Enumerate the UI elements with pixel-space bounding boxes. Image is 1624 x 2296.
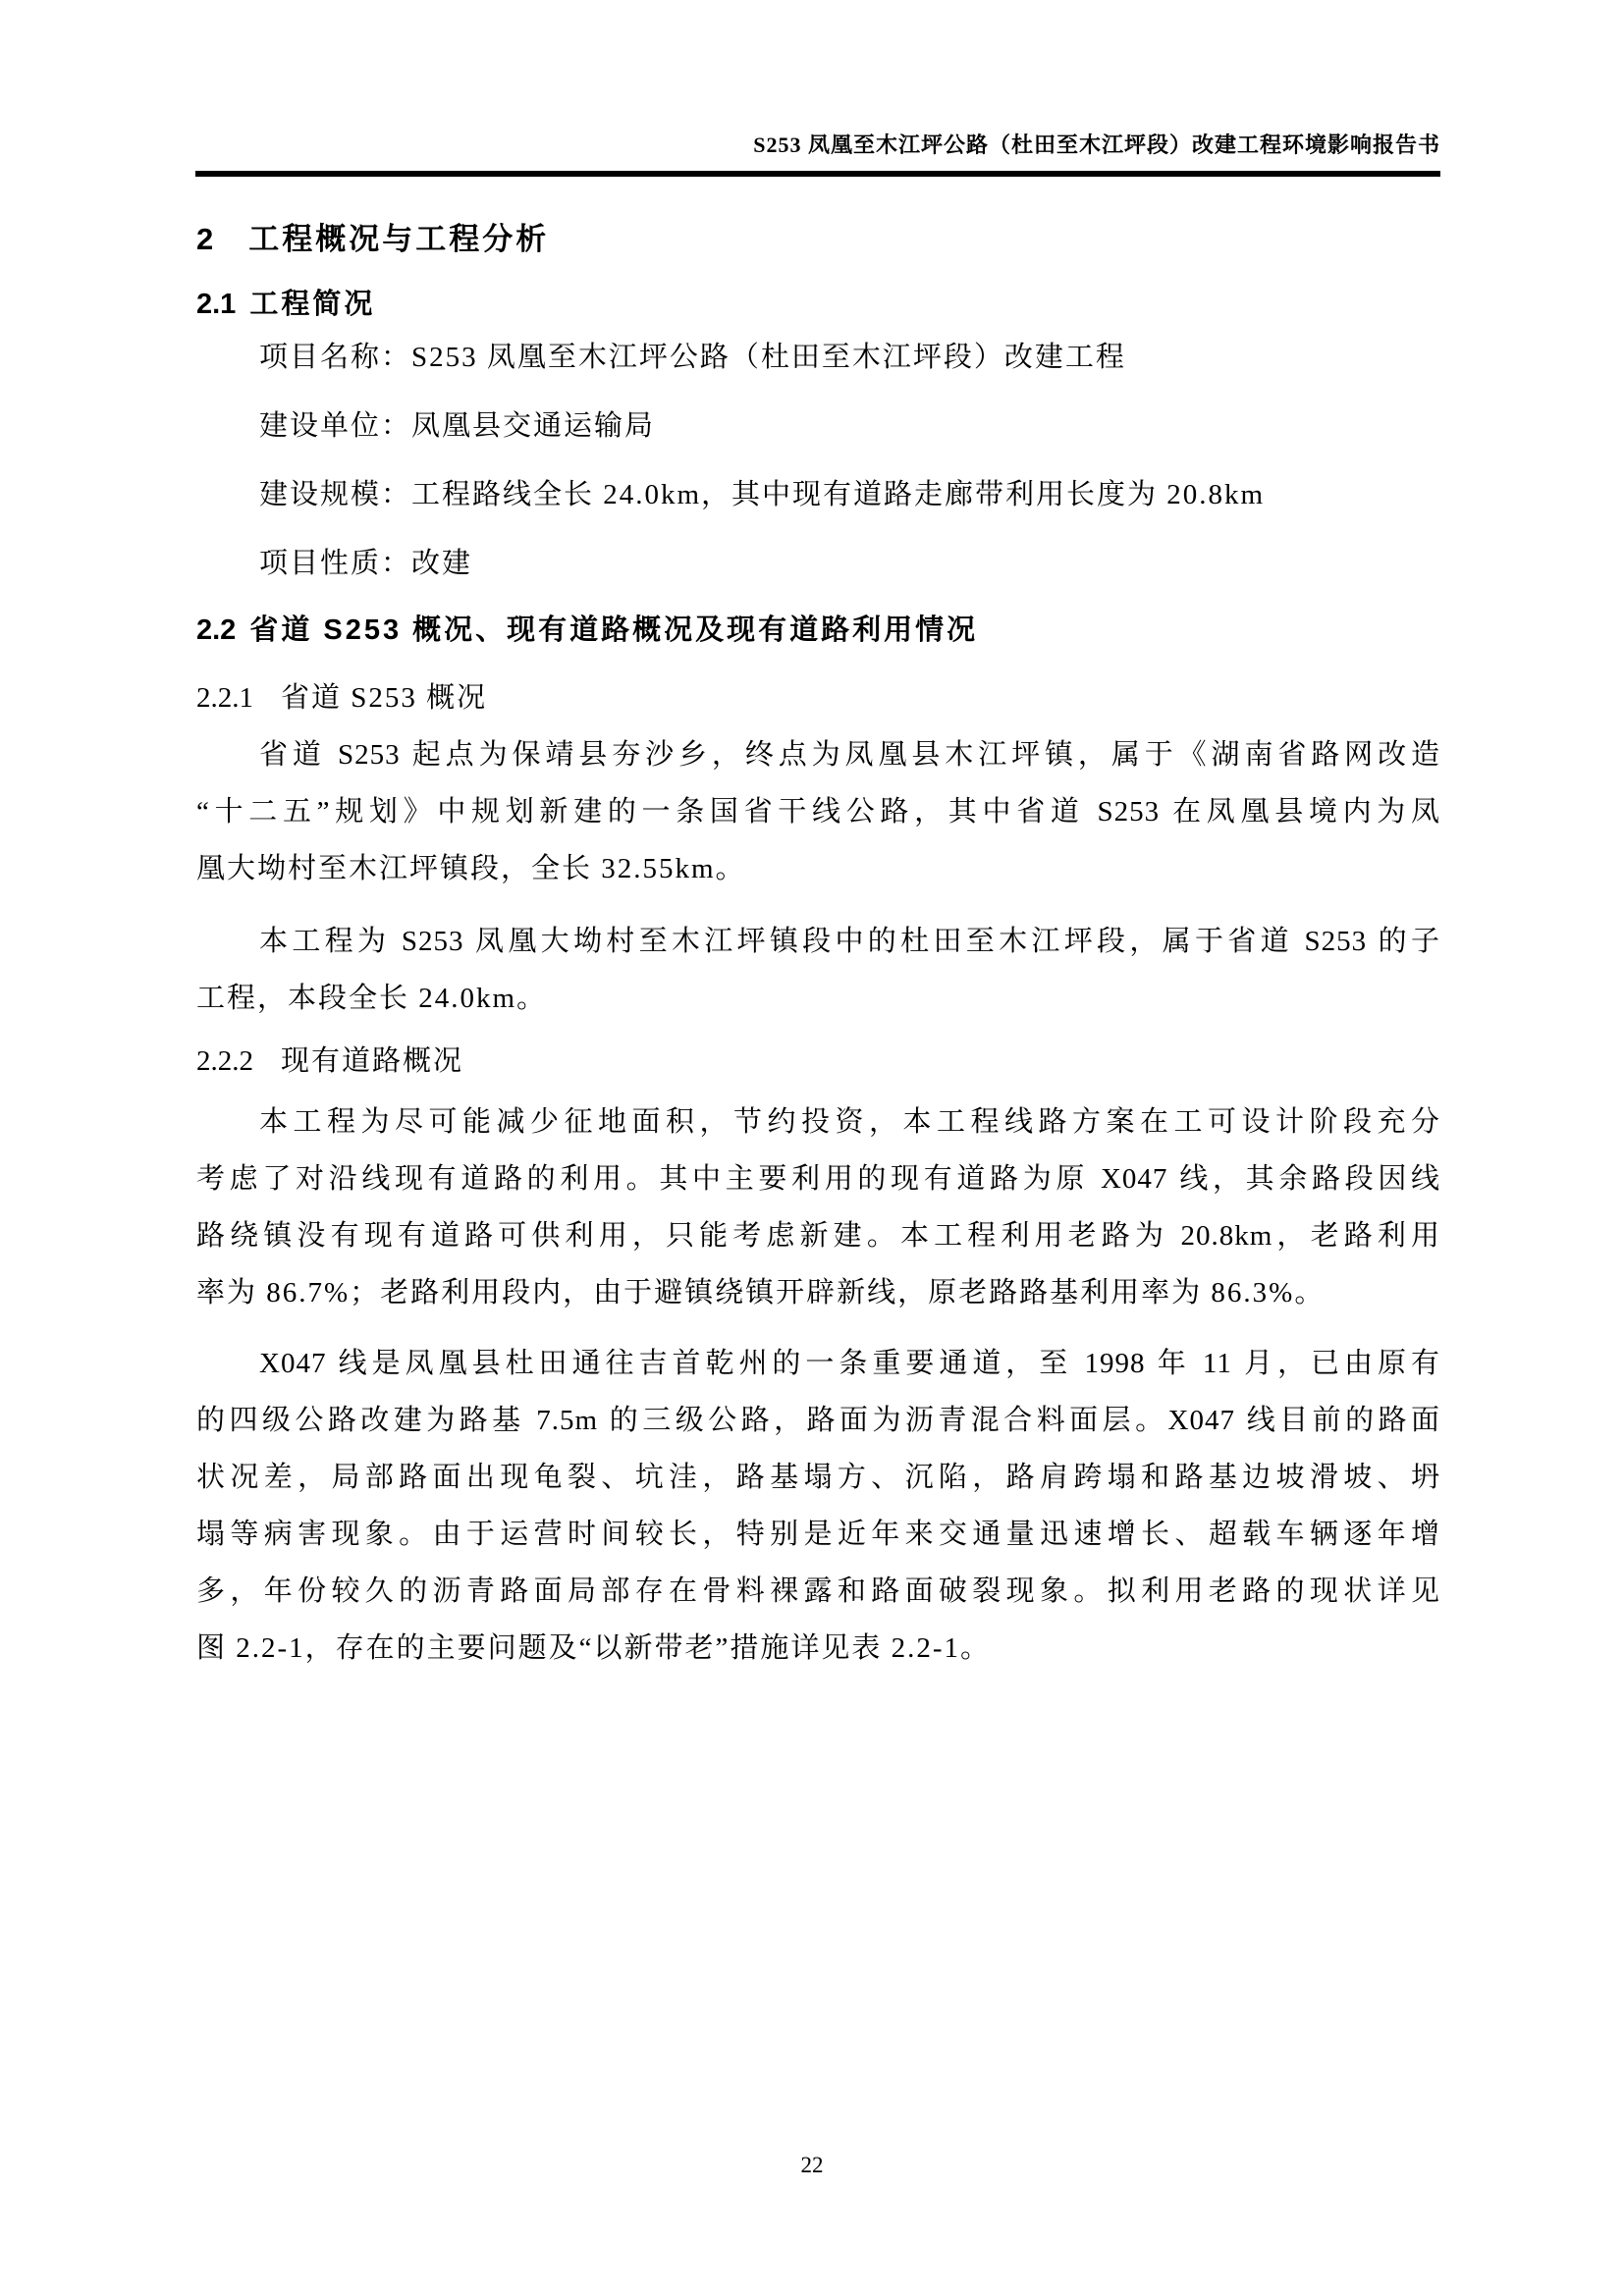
text-line: 项目性质：改建 <box>259 548 473 579</box>
text-line: X047 线是凤凰县杜田通往吉首乾州的一条重要通道，至 1998 年 11 月，已由原有 <box>259 1348 1440 1379</box>
text-line: 建设单位：凤凰县交通运输局 <box>259 410 656 442</box>
project-info-list <box>196 323 1440 598</box>
text-line: 图 2.2-1，存在的主要问题及“以新带老”措施详见表 2.2-1。 <box>196 1632 992 1664</box>
section-title: 工程简况 <box>249 289 376 320</box>
section-title: 省道 S253 概况、现有道路概况及现有道路利用情况 <box>249 614 979 646</box>
text-line: 项目名称：S253 凤凰至木江坪公路（杜田至木江坪段）改建工程 <box>259 342 1126 373</box>
text-line: 工程，本段全长 24.0km。 <box>196 983 548 1014</box>
text-line: 路绕镇没有现有道路可供利用，只能考虑新建。本工程利用老路为 20.8km，老路利用 <box>196 1220 1440 1252</box>
section-title: 工程概况与工程分析 <box>248 222 550 256</box>
section-heading-2-2-2 <box>196 1043 1440 1079</box>
section-number: 2.2.2 <box>196 1045 253 1077</box>
text-line: 省道 S253 起点为保靖县夯沙乡，终点为凤凰县木江坪镇，属于《湖南省路网改造 <box>259 739 1440 771</box>
section-number: 2.1 <box>196 289 237 320</box>
header-title: S253 凤凰至木江坪公路（杜田至木江坪段）改建工程环境影响报告书 <box>753 133 1440 157</box>
paragraph-existing-road-utilization <box>196 1094 1440 1321</box>
page-number: 22 <box>800 2153 824 2177</box>
paragraph-project-segment <box>196 913 1440 1027</box>
text-line: “十二五”规划》中规划新建的一条国省干线公路，其中省道 S253 在凤凰县境内为凤 <box>196 796 1440 828</box>
text-line: 塌等病害现象。由于运营时间较长，特别是近年来交通量迅速增长、超载车辆逐年增 <box>196 1519 1440 1550</box>
text-line: 的四级公路改建为路基 7.5m 的三级公路，路面为沥青混合料面层。X047 线目前的路面 <box>196 1405 1440 1436</box>
text-line: 考虑了对沿线现有道路的利用。其中主要利用的现有道路为原 X047 线，其余路段因线 <box>196 1163 1440 1195</box>
section-number: 2.2 <box>196 614 237 646</box>
text-line: 建设规模：工程路线全长 24.0km，其中现有道路走廊带利用长度为 20.8km <box>259 479 1266 510</box>
section-heading-2-2 <box>196 612 1440 649</box>
section-number: 2 <box>196 222 214 256</box>
paragraph-s253-overview <box>196 726 1440 897</box>
page-content <box>196 177 1440 1677</box>
text-line: 本工程为尽可能减少征地面积，节约投资，本工程线路方案在工可设计阶段充分 <box>259 1106 1440 1138</box>
text-line: 率为 86.7%；老路利用段内，由于避镇绕镇开辟新线，原老路路基利用率为 86.3%。 <box>196 1277 1326 1308</box>
text-line: 状况差，局部路面出现龟裂、坑洼，路基塌方、沉陷，路肩跨塌和路基边坡滑坡、坍 <box>196 1462 1440 1493</box>
section-number: 2.2.1 <box>196 682 253 714</box>
section-title: 现有道路概况 <box>281 1045 464 1077</box>
section-title: 省道 S253 概况 <box>281 682 488 714</box>
text-line: 本工程为 S253 凤凰大坳村至木江坪镇段中的杜田至木江坪段，属于省道 S253 的子 <box>259 926 1440 957</box>
section-heading-2-2-1 <box>196 680 1440 716</box>
section-heading-2 <box>196 220 1440 259</box>
text-line: 凰大坳村至木江坪镇段，全长 32.55km。 <box>196 853 746 884</box>
text-line: 多，年份较久的沥青路面局部存在骨料裸露和路面破裂现象。拟利用老路的现状详见 <box>196 1575 1440 1607</box>
section-heading-2-1 <box>196 286 1440 323</box>
paragraph-x047-condition <box>196 1335 1440 1677</box>
